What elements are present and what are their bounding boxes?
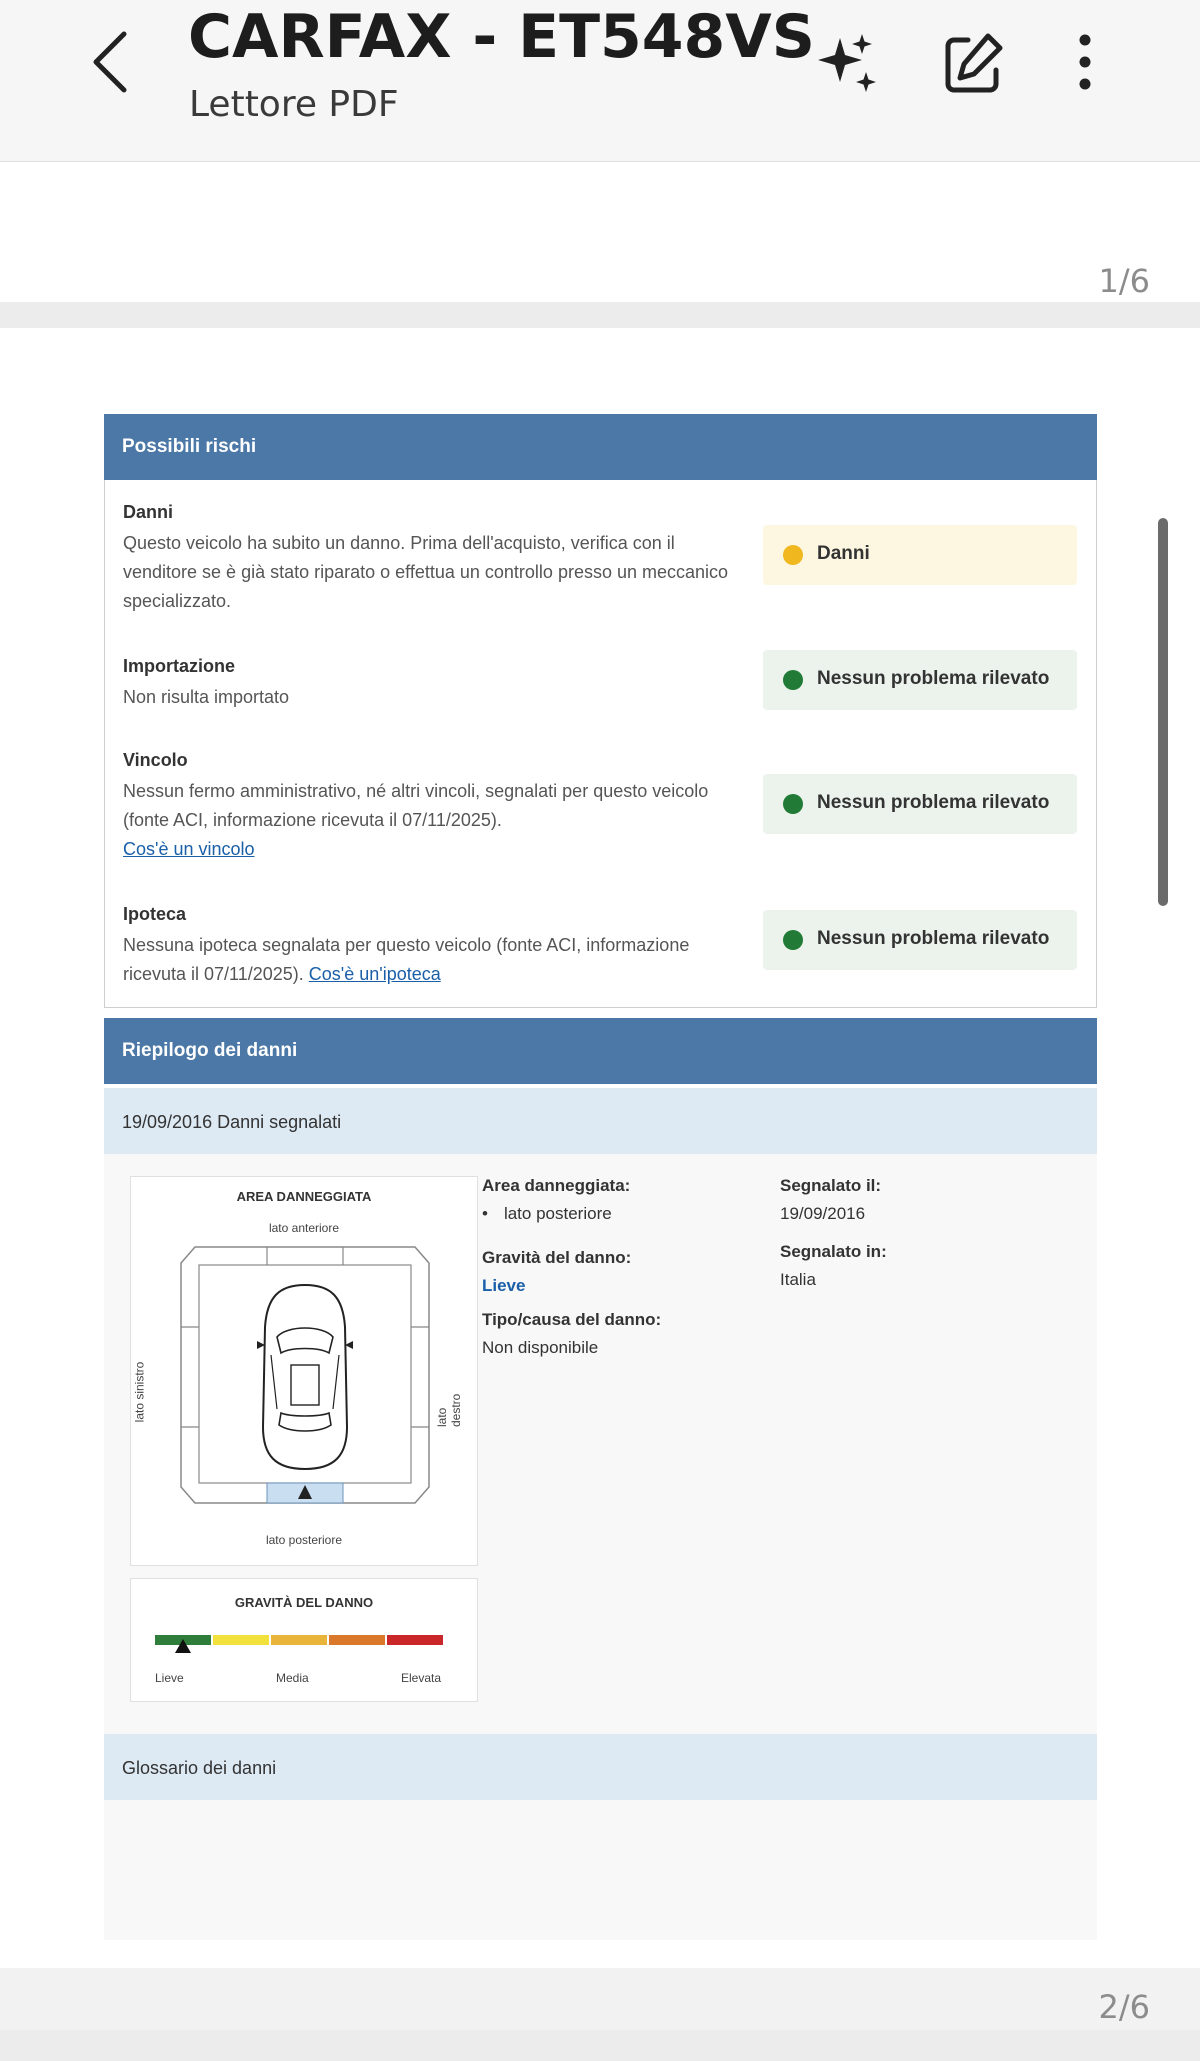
page-separator bbox=[0, 2030, 1200, 2061]
status-badge-danni bbox=[763, 525, 1077, 585]
severity-scale bbox=[130, 1578, 478, 1702]
gravity-value: Lieve bbox=[482, 1276, 526, 1295]
status-badge-ipoteca bbox=[763, 910, 1077, 970]
ok-dot-icon bbox=[783, 930, 803, 950]
risk-title: Danni bbox=[123, 502, 174, 522]
warning-dot-icon bbox=[783, 545, 803, 565]
diagram-title: AREA DANNEGGIATA bbox=[236, 1189, 372, 1204]
left-side-label: lato sinistro bbox=[132, 1361, 147, 1423]
risk-item-danni bbox=[123, 502, 743, 616]
status-label: Nessun problema rilevato bbox=[817, 792, 1050, 813]
risk-item-ipoteca bbox=[123, 904, 743, 989]
severity-mid-label: Media bbox=[276, 1671, 309, 1685]
risk-description: Nessuna ipoteca segnalata per questo veicolo (fonte ACI, informazione ricevuta il 07/11/2025). bbox=[123, 935, 690, 984]
ai-assistant-button[interactable] bbox=[812, 28, 882, 98]
risks-section bbox=[104, 480, 1097, 1008]
gravity-detail bbox=[482, 1248, 631, 1296]
ok-dot-icon bbox=[783, 670, 803, 690]
reported-in-value: Italia bbox=[780, 1270, 816, 1289]
risk-description: Non risulta importato bbox=[123, 687, 290, 707]
back-arrow-icon bbox=[84, 26, 140, 98]
damaged-area-label: Area danneggiata: bbox=[482, 1176, 631, 1195]
damage-area-diagram bbox=[130, 1176, 478, 1566]
car-top-view-icon bbox=[131, 1177, 479, 1567]
damaged-area-detail bbox=[482, 1176, 630, 1224]
app-bar bbox=[0, 0, 1200, 162]
status-label: Nessun problema rilevato bbox=[817, 668, 1050, 689]
cause-detail bbox=[482, 1310, 661, 1358]
risk-item-vincolo bbox=[123, 750, 743, 864]
cause-value: Non disponibile bbox=[482, 1338, 599, 1357]
risk-description: Nessun fermo amministrativo, né altri vincoli, segnalati per questo veicolo (fonte ACI, informazione ricevuta il 07/11/2025). bbox=[123, 781, 709, 830]
reported-on-detail bbox=[780, 1176, 881, 1224]
damage-glossary-header: Glossario dei danni bbox=[104, 1734, 1097, 1800]
risk-item-importazione bbox=[123, 656, 743, 712]
ipoteca-info-link[interactable]: Cos'è un'ipoteca bbox=[308, 964, 441, 984]
status-label: Nessun problema rilevato bbox=[817, 928, 1050, 949]
risk-title: Ipoteca bbox=[123, 904, 187, 924]
severity-high-label: Elevata bbox=[401, 1671, 442, 1685]
ok-dot-icon bbox=[783, 794, 803, 814]
damage-details bbox=[104, 1154, 1097, 1734]
vincolo-info-link[interactable]: Cos'è un vincolo bbox=[123, 839, 255, 859]
cause-label: Tipo/causa del danno: bbox=[482, 1310, 662, 1329]
severity-title: GRAVITÀ DEL DANNO bbox=[234, 1595, 374, 1610]
risks-section-header: Possibili rischi bbox=[104, 414, 1097, 480]
risk-title: Vincolo bbox=[123, 750, 188, 770]
document-title: CARFAX - ET548VS bbox=[188, 2, 815, 72]
status-badge-vincolo bbox=[763, 774, 1077, 834]
pdf-page-1 bbox=[0, 162, 1200, 302]
right-side-label: lato destro bbox=[435, 1393, 463, 1427]
page-indicator-2: 2/6 bbox=[1098, 1988, 1150, 2026]
app-subtitle: Lettore PDF bbox=[189, 84, 399, 125]
rear-side-label: lato posteriore bbox=[265, 1533, 343, 1547]
damaged-area-value: • lato posteriore bbox=[482, 1204, 630, 1224]
ai-sparkle-icon bbox=[812, 28, 882, 98]
status-label: Danni bbox=[817, 543, 870, 564]
risk-description: Questo veicolo ha subito un danno. Prima dell'acquisto, verifica con il venditore se è già stato riparato o effettua un controllo presso un meccanico specializzato. bbox=[123, 533, 729, 611]
severity-low-label: Lieve bbox=[155, 1671, 184, 1685]
more-vert-icon bbox=[1050, 28, 1120, 98]
scrollbar-thumb[interactable] bbox=[1158, 518, 1168, 906]
risk-title: Importazione bbox=[123, 656, 236, 676]
reported-on-label: Segnalato il: bbox=[780, 1176, 882, 1195]
more-options-button[interactable] bbox=[1050, 28, 1120, 98]
reported-in-label: Segnalato in: bbox=[780, 1242, 887, 1261]
reported-in-detail bbox=[780, 1242, 887, 1290]
gravity-label: Gravità del danno: bbox=[482, 1248, 632, 1267]
front-side-label: lato anteriore bbox=[268, 1221, 340, 1235]
edit-button[interactable] bbox=[938, 28, 1008, 98]
edit-icon bbox=[938, 28, 1008, 98]
page-separator bbox=[0, 302, 1200, 328]
damage-date-header: 19/09/2016 Danni segnalati bbox=[104, 1088, 1097, 1154]
page-indicator-1: 1/6 bbox=[1098, 262, 1150, 300]
reported-on-value: 19/09/2016 bbox=[780, 1204, 866, 1223]
back-button[interactable] bbox=[84, 26, 140, 98]
damage-summary-header: Riepilogo dei danni bbox=[104, 1018, 1097, 1084]
damage-glossary-section bbox=[104, 1800, 1097, 1940]
status-badge-importazione bbox=[763, 650, 1077, 710]
